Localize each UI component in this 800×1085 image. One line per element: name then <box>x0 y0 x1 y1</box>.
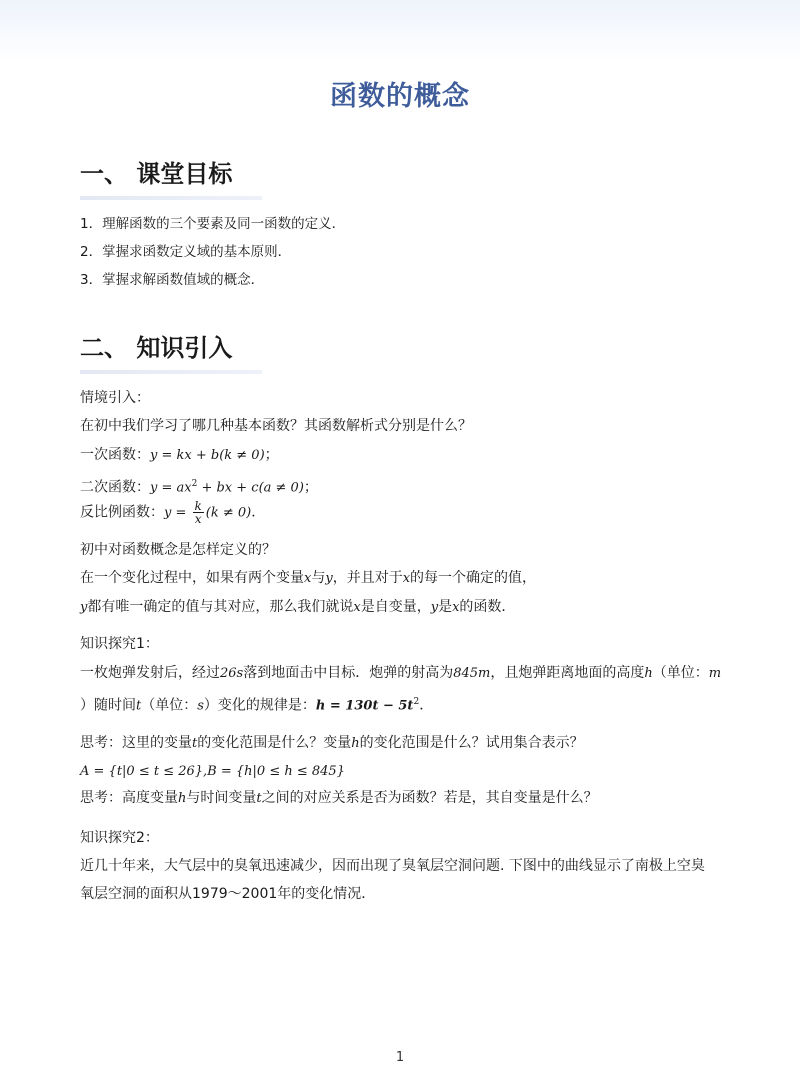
definition-text: 在一个变化过程中，如果有两个变量 <box>80 570 304 586</box>
explore1-line-2 <box>80 692 730 717</box>
explore1-text: ，且炮弹距离地面的高度 <box>490 665 645 681</box>
think-text: 的变化范围是什么？变量 <box>197 735 352 751</box>
goal-item-1: 1．理解函数的三个要素及同一函数的定义． <box>80 216 346 232</box>
definition-text: 的每一个确定的值， <box>410 570 537 586</box>
quadratic-formula-a: y = ax <box>150 480 192 496</box>
explore1-text: ）随时间 <box>80 697 136 714</box>
explore1-text: （单位： <box>141 697 198 714</box>
definition-text: 与 <box>311 570 326 586</box>
definition-question: 初中对函数概念是怎样定义的？ <box>80 542 276 558</box>
definition-text: 是自变量， <box>360 599 431 615</box>
section-underline-goals <box>80 196 262 200</box>
definition-text: 的函数． <box>459 599 516 615</box>
variable-t: t <box>256 791 262 806</box>
think-text: 与时间变量 <box>186 790 257 806</box>
inverse-denominator: x <box>194 512 202 526</box>
set-notation: A = {t|0 ≤ t ≤ 26},B = {h|0 ≤ h ≤ 845} <box>80 764 345 779</box>
explore2-line-1: 近几十年来，大气层中的臭氧迅速减少，因而出现了臭氧层空洞问题. 下图中的曲线显示了南极上空臭 <box>80 858 705 874</box>
variable-y: y <box>80 600 88 615</box>
height-formula: h = 130t − 5t <box>315 698 414 714</box>
variable-h: h <box>178 791 187 806</box>
variable-h: h <box>644 666 653 681</box>
quadratic-formula-b: + bx + c(a ≠ 0) <box>197 480 304 496</box>
linear-label: 一次函数： <box>80 447 150 463</box>
variable-h: h <box>351 736 360 751</box>
quadratic-end: ； <box>303 479 318 496</box>
definition-line-2 <box>80 597 730 618</box>
explore1-text: （单位： <box>652 665 709 681</box>
variable-y: y <box>325 571 333 586</box>
quadratic-function-line <box>80 474 730 499</box>
unit-s: s <box>197 698 204 714</box>
explore2-label: 知识探究2： <box>80 830 159 846</box>
variable-x: x <box>402 571 411 586</box>
page-title: 函数的概念 <box>330 81 470 112</box>
linear-function-line <box>80 445 730 466</box>
definition-text: 都有唯一确定的值与其对应，那么我们就说 <box>87 599 354 615</box>
think-question-1 <box>80 733 730 754</box>
variable-t: t <box>136 698 142 714</box>
set-notation-line <box>80 761 730 782</box>
section-heading-goals: 一、 课堂目标 <box>80 160 233 188</box>
inverse-fraction <box>193 500 204 525</box>
intro-question: 在初中我们学习了哪几种基本函数？其函数解析式分别是什么？ <box>80 418 472 434</box>
definition-text: 是 <box>438 599 453 615</box>
think-question-2 <box>80 788 730 809</box>
variable-x: x <box>304 571 312 586</box>
quadratic-formula-exponent: 2 <box>191 479 198 489</box>
variable-x: x <box>353 600 361 615</box>
inverse-rest: (k ≠ 0) <box>205 505 252 521</box>
unit-m: m <box>708 666 722 681</box>
explore1-text: ）变化的规律是： <box>203 697 316 714</box>
intro-label: 情境引入： <box>80 390 150 406</box>
explore1-text: 落到地面击中目标．炮弹的射高为 <box>243 665 454 681</box>
quantity-26s: 26s <box>220 666 244 681</box>
explore1-text: ． <box>419 697 434 714</box>
page-number: 1 <box>395 1050 405 1065</box>
linear-end: ； <box>264 447 279 463</box>
variable-x: x <box>452 600 460 615</box>
explore1-line-1 <box>80 663 730 684</box>
think-text: 思考：这里的变量 <box>80 735 192 751</box>
quadratic-label: 二次函数： <box>80 479 150 496</box>
variable-t: t <box>192 736 198 751</box>
variable-y: y <box>430 600 439 615</box>
height-formula-exponent: 2 <box>413 697 420 707</box>
goal-item-2: 2．掌握求函数定义域的基本原则． <box>80 244 292 260</box>
linear-formula: y = kx + b(k ≠ 0) <box>150 448 265 463</box>
inverse-end: ． <box>251 504 266 521</box>
section-underline-intro <box>80 370 262 374</box>
inverse-function-line <box>80 500 730 526</box>
explore1-label: 知识探究1： <box>80 636 159 652</box>
think-text: 之间的对应关系是否为函数？若是，其自变量是什么？ <box>261 790 598 806</box>
think-text: 的变化范围是什么？试用集合表示？ <box>359 735 584 751</box>
quantity-845m: 845m <box>453 666 491 681</box>
page-header-band <box>0 0 800 60</box>
explore1-text: 一枚炮弹发射后，经过 <box>80 665 220 681</box>
think-text: 思考：高度变量 <box>80 790 178 806</box>
inverse-label: 反比例函数： <box>80 504 164 521</box>
section-heading-intro: 二、 知识引入 <box>80 334 233 362</box>
explore2-line-2: 氧层空洞的面积从1979～2001年的变化情况． <box>80 886 376 902</box>
goal-item-3: 3．掌握求解函数值域的概念． <box>80 272 265 288</box>
definition-line-1 <box>80 568 730 589</box>
inverse-lhs: y = <box>164 505 191 521</box>
definition-text: ，并且对于 <box>332 570 403 586</box>
inverse-numerator: k <box>194 499 202 513</box>
